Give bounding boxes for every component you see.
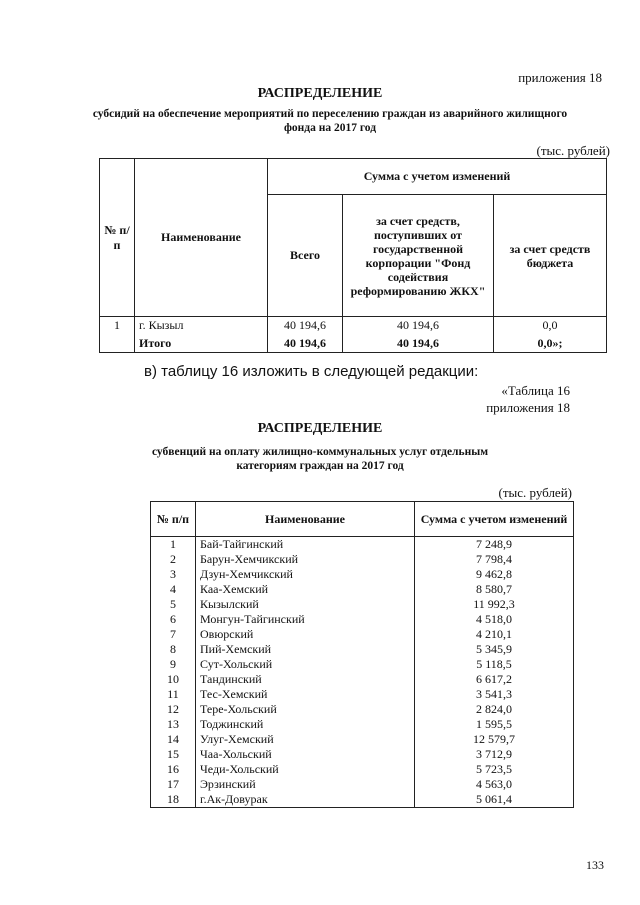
row-sum: 7 798,4	[415, 552, 574, 567]
distribution-title: РАСПРЕДЕЛЕНИЕ	[257, 86, 383, 101]
row-num: 11	[151, 687, 196, 702]
header-fund: за счет средств, поступивших от государственной корпорации "Фонд содействия реформированию ЖКХ"	[343, 195, 494, 317]
subvention-table	[150, 501, 574, 808]
page-number: 133	[586, 858, 604, 872]
row-num: 15	[151, 747, 196, 762]
table-row	[151, 762, 574, 777]
row-num: 17	[151, 777, 196, 792]
row-name: г. Кызыл	[135, 317, 268, 335]
row-num: 14	[151, 732, 196, 747]
header-sum-group: Сумма с учетом изменений	[268, 159, 607, 195]
row-num: 4	[151, 582, 196, 597]
row-sum: 9 462,8	[415, 567, 574, 582]
row-sum: 4 563,0	[415, 777, 574, 792]
table-row	[151, 732, 574, 747]
row-fund: 40 194,6	[343, 317, 494, 335]
row-num: 12	[151, 702, 196, 717]
row-name: Монгун-Тайгинский	[196, 612, 415, 627]
header-num: № п/п	[100, 159, 135, 317]
row-name: Бай-Тайгинский	[196, 537, 415, 553]
row-name: Эрзинский	[196, 777, 415, 792]
table-row	[151, 672, 574, 687]
row-sum: 3 712,9	[415, 747, 574, 762]
header-name: Наименование	[135, 159, 268, 317]
table-row	[151, 552, 574, 567]
table-row	[151, 642, 574, 657]
row-name: Пий-Хемский	[196, 642, 415, 657]
row-num: 13	[151, 717, 196, 732]
subtitle-2-line-1: субвенций на оплату жилищно-коммунальных услуг отдельным	[151, 446, 489, 458]
row-sum: 4 210,1	[415, 627, 574, 642]
row-total: 40 194,6	[268, 335, 343, 353]
row-name: Улуг-Хемский	[196, 732, 415, 747]
table-row	[151, 567, 574, 582]
row-num: 9	[151, 657, 196, 672]
subtitle-line-2: фонда на 2017 год	[283, 122, 377, 134]
row-name: Дзун-Хемчикский	[196, 567, 415, 582]
row-num: 5	[151, 597, 196, 612]
row-num: 8	[151, 642, 196, 657]
table-row	[151, 537, 574, 553]
subsidy-table	[99, 158, 607, 353]
row-sum: 8 580,7	[415, 582, 574, 597]
row-sum: 1 595,5	[415, 717, 574, 732]
appendix-label: приложения 18	[518, 70, 602, 85]
row-sum: 5 345,9	[415, 642, 574, 657]
row-num: 18	[151, 792, 196, 808]
table-reference: «Таблица 16	[501, 383, 570, 398]
row-name: Итого	[135, 335, 268, 353]
row-sum: 5 061,4	[415, 792, 574, 808]
instruction-text: в) таблицу 16 изложить в следующей редакции:	[144, 363, 479, 380]
table-row	[151, 657, 574, 672]
table-row	[151, 687, 574, 702]
row-fund: 40 194,6	[343, 335, 494, 353]
row-total: 40 194,6	[268, 317, 343, 335]
distribution-title-2: РАСПРЕДЕЛЕНИЕ	[257, 421, 383, 436]
row-sum: 11 992,3	[415, 597, 574, 612]
row-num: 10	[151, 672, 196, 687]
row-sum: 4 518,0	[415, 612, 574, 627]
row-sum: 3 541,3	[415, 687, 574, 702]
row-num: 2	[151, 552, 196, 567]
row-name: Кызылский	[196, 597, 415, 612]
row-name: Тес-Хемский	[196, 687, 415, 702]
header-total: Всего	[268, 195, 343, 317]
row-sum: 5 118,5	[415, 657, 574, 672]
row-num	[100, 335, 135, 353]
row-num: 1	[100, 317, 135, 335]
row-name: Чаа-Хольский	[196, 747, 415, 762]
units-label: (тыс. рублей)	[536, 143, 610, 158]
table-row	[100, 317, 607, 335]
table-row	[151, 702, 574, 717]
row-name: Тоджинский	[196, 717, 415, 732]
row-budget: 0,0	[494, 317, 607, 335]
row-num: 1	[151, 537, 196, 553]
row-sum: 7 248,9	[415, 537, 574, 553]
table-row	[151, 597, 574, 612]
row-sum: 5 723,5	[415, 762, 574, 777]
row-num: 7	[151, 627, 196, 642]
header-name: Наименование	[196, 502, 415, 537]
row-num: 6	[151, 612, 196, 627]
subtitle-line-1: субсидий на обеспечение мероприятий по переселению граждан из аварийного жилищного	[92, 108, 568, 120]
row-num: 3	[151, 567, 196, 582]
row-budget: 0,0»;	[494, 335, 607, 353]
header-num: № п/п	[151, 502, 196, 537]
units-label-2: (тыс. рублей)	[498, 485, 572, 500]
row-name: Каа-Хемский	[196, 582, 415, 597]
row-name: Барун-Хемчикский	[196, 552, 415, 567]
appendix-label-2: приложения 18	[486, 400, 570, 415]
table-row	[151, 792, 574, 808]
table-row-total	[100, 335, 607, 353]
row-sum: 2 824,0	[415, 702, 574, 717]
table-row	[151, 777, 574, 792]
table-row	[151, 717, 574, 732]
table-row	[151, 612, 574, 627]
row-sum: 6 617,2	[415, 672, 574, 687]
row-name: Чеди-Хольский	[196, 762, 415, 777]
row-name: Тере-Хольский	[196, 702, 415, 717]
row-name: Тандинский	[196, 672, 415, 687]
table-row	[151, 627, 574, 642]
table-row	[151, 582, 574, 597]
row-name: Овюрский	[196, 627, 415, 642]
header-sum: Сумма с учетом изменений	[415, 502, 574, 537]
row-name: г.Ак-Довурак	[196, 792, 415, 808]
row-sum: 12 579,7	[415, 732, 574, 747]
row-name: Сут-Хольский	[196, 657, 415, 672]
subtitle-2-line-2: категориям граждан на 2017 год	[236, 460, 404, 472]
row-num: 16	[151, 762, 196, 777]
header-budget: за счет средств бюджета	[494, 195, 607, 317]
table-row	[151, 747, 574, 762]
